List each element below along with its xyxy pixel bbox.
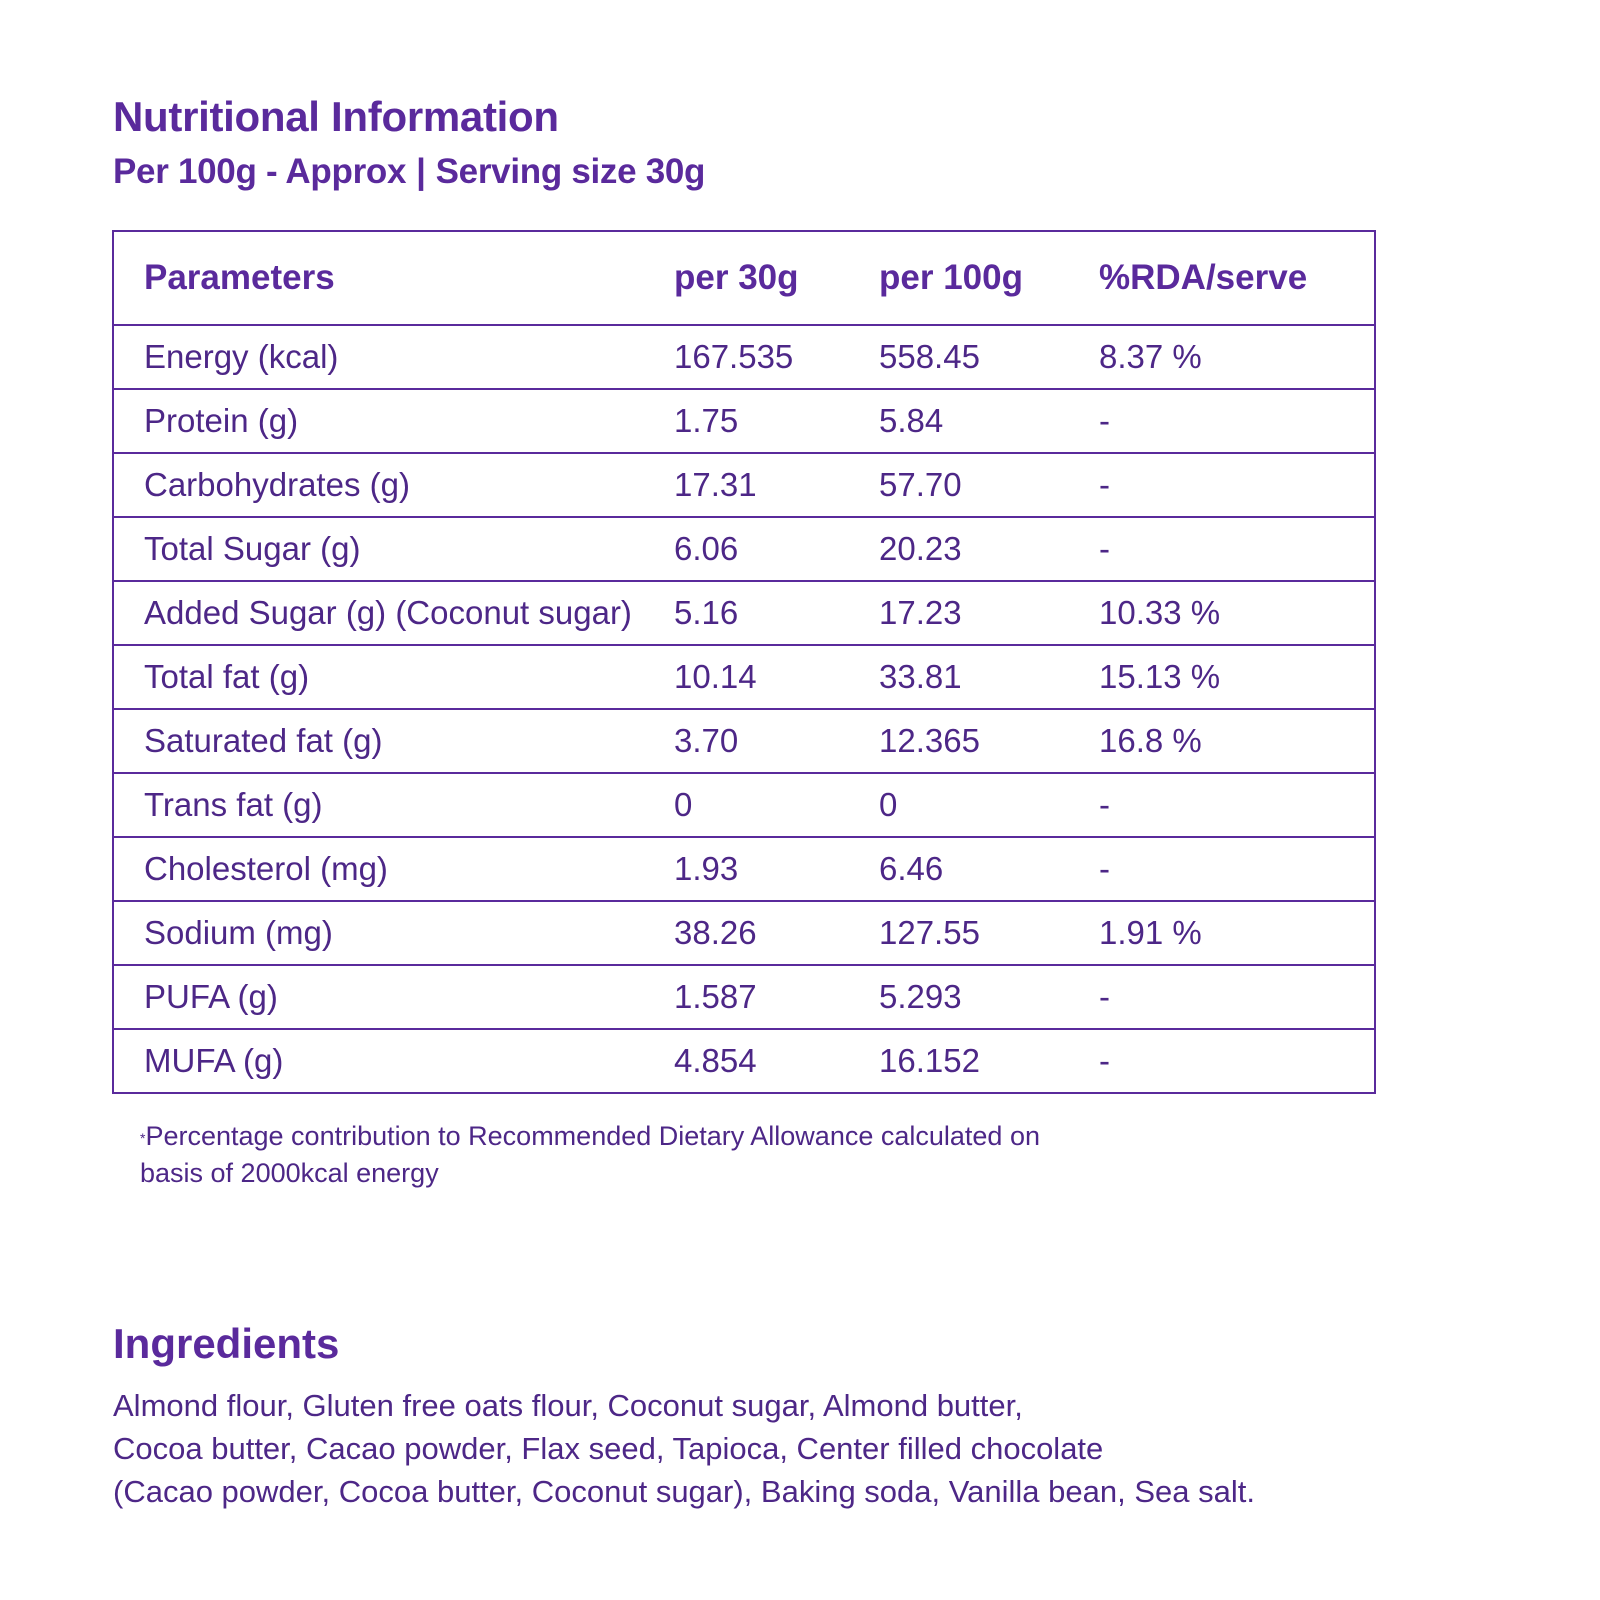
value-per-100g: 5.293 bbox=[879, 978, 962, 1015]
value-per-100g: 20.23 bbox=[879, 530, 962, 567]
parameter-name: Sodium (mg) bbox=[144, 914, 333, 951]
value-per-100g: 0 bbox=[879, 786, 898, 823]
table-row bbox=[114, 580, 1374, 644]
value-rda: - bbox=[1099, 466, 1110, 503]
table-row bbox=[114, 964, 1374, 1028]
value-rda: 1.91 % bbox=[1099, 914, 1202, 951]
footnote-line-1 bbox=[140, 1118, 1240, 1155]
table-row bbox=[114, 900, 1374, 964]
value-per-30g: 6.06 bbox=[674, 530, 739, 567]
ingredients-title: Ingredients bbox=[113, 1320, 340, 1367]
parameter-name: Added Sugar (g) (Coconut sugar) bbox=[144, 594, 632, 631]
footnote-text-1: Percentage contribution to Recommended Dietary Allowance calculated on bbox=[145, 1121, 1040, 1151]
table-header-row bbox=[114, 232, 1374, 324]
ingredients-line: Almond flour, Gluten free oats flour, Coconut sugar, Almond butter, bbox=[113, 1388, 1023, 1423]
value-per-100g: 558.45 bbox=[879, 338, 980, 375]
table-row bbox=[114, 388, 1374, 452]
value-rda: - bbox=[1099, 402, 1110, 439]
parameter-name: Carbohydrates (g) bbox=[144, 466, 410, 503]
table-row bbox=[114, 452, 1374, 516]
value-rda: - bbox=[1099, 530, 1110, 567]
parameter-name: Total fat (g) bbox=[144, 658, 310, 695]
value-rda: - bbox=[1099, 850, 1110, 887]
subtitle-separator: | bbox=[416, 152, 426, 191]
parameter-name: Cholesterol (mg) bbox=[144, 850, 388, 887]
value-per-30g: 38.26 bbox=[674, 914, 757, 951]
ingredients-line: (Cacao powder, Cocoa butter, Coconut sugar), Baking soda, Vanilla bean, Sea salt. bbox=[113, 1474, 1255, 1509]
table-row bbox=[114, 772, 1374, 836]
value-per-100g: 17.23 bbox=[879, 594, 962, 631]
value-per-100g: 57.70 bbox=[879, 466, 962, 503]
rda-footnote bbox=[140, 1118, 1240, 1192]
value-per-30g: 1.587 bbox=[674, 978, 757, 1015]
subtitle-basis: Per 100g - Approx bbox=[113, 152, 407, 191]
value-per-30g: 1.93 bbox=[674, 850, 739, 887]
footnote-marker: * bbox=[140, 1130, 146, 1146]
footnote-line-2: basis of 2000kcal energy bbox=[140, 1158, 439, 1188]
value-rda: 15.13 % bbox=[1099, 658, 1221, 695]
parameter-name: Protein (g) bbox=[144, 402, 299, 439]
value-per-100g: 127.55 bbox=[879, 914, 980, 951]
value-per-30g: 167.535 bbox=[674, 338, 794, 375]
table-row bbox=[114, 1028, 1374, 1092]
column-header-per-100g: per 100g bbox=[879, 258, 1023, 297]
table-row bbox=[114, 516, 1374, 580]
parameter-name: Trans fat (g) bbox=[144, 786, 323, 823]
subtitle-serving-size: Serving size 30g bbox=[435, 152, 706, 191]
page-subtitle bbox=[113, 152, 705, 192]
value-rda: 8.37 % bbox=[1099, 338, 1202, 375]
value-per-30g: 0 bbox=[674, 786, 693, 823]
value-per-30g: 1.75 bbox=[674, 402, 739, 439]
column-header-rda: %RDA/serve bbox=[1099, 258, 1308, 297]
parameter-name: PUFA (g) bbox=[144, 978, 278, 1015]
value-rda: - bbox=[1099, 978, 1110, 1015]
ingredients-line: Cocoa butter, Cacao powder, Flax seed, Tapioca, Center filled chocolate bbox=[113, 1431, 1104, 1466]
parameter-name: MUFA (g) bbox=[144, 1042, 284, 1079]
ingredients-list bbox=[113, 1384, 1255, 1513]
value-per-100g: 12.365 bbox=[879, 722, 980, 759]
value-rda: 10.33 % bbox=[1099, 594, 1221, 631]
column-header-parameters: Parameters bbox=[144, 258, 335, 297]
value-per-30g: 4.854 bbox=[674, 1042, 757, 1079]
value-per-100g: 33.81 bbox=[879, 658, 962, 695]
parameter-name: Energy (kcal) bbox=[144, 338, 339, 375]
value-rda: - bbox=[1099, 786, 1110, 823]
value-per-30g: 17.31 bbox=[674, 466, 757, 503]
page-title: Nutritional Information bbox=[113, 93, 559, 140]
value-per-30g: 5.16 bbox=[674, 594, 739, 631]
table-row bbox=[114, 708, 1374, 772]
value-rda: 16.8 % bbox=[1099, 722, 1202, 759]
parameter-name: Total Sugar (g) bbox=[144, 530, 361, 567]
value-per-100g: 6.46 bbox=[879, 850, 944, 887]
nutrition-table bbox=[112, 230, 1376, 1094]
table-row bbox=[114, 644, 1374, 708]
table-row bbox=[114, 836, 1374, 900]
value-rda: - bbox=[1099, 1042, 1110, 1079]
value-per-30g: 3.70 bbox=[674, 722, 739, 759]
value-per-30g: 10.14 bbox=[674, 658, 757, 695]
table-row bbox=[114, 324, 1374, 388]
parameter-name: Saturated fat (g) bbox=[144, 722, 383, 759]
column-header-per-30g: per 30g bbox=[674, 258, 799, 297]
value-per-100g: 5.84 bbox=[879, 402, 944, 439]
value-per-100g: 16.152 bbox=[879, 1042, 980, 1079]
